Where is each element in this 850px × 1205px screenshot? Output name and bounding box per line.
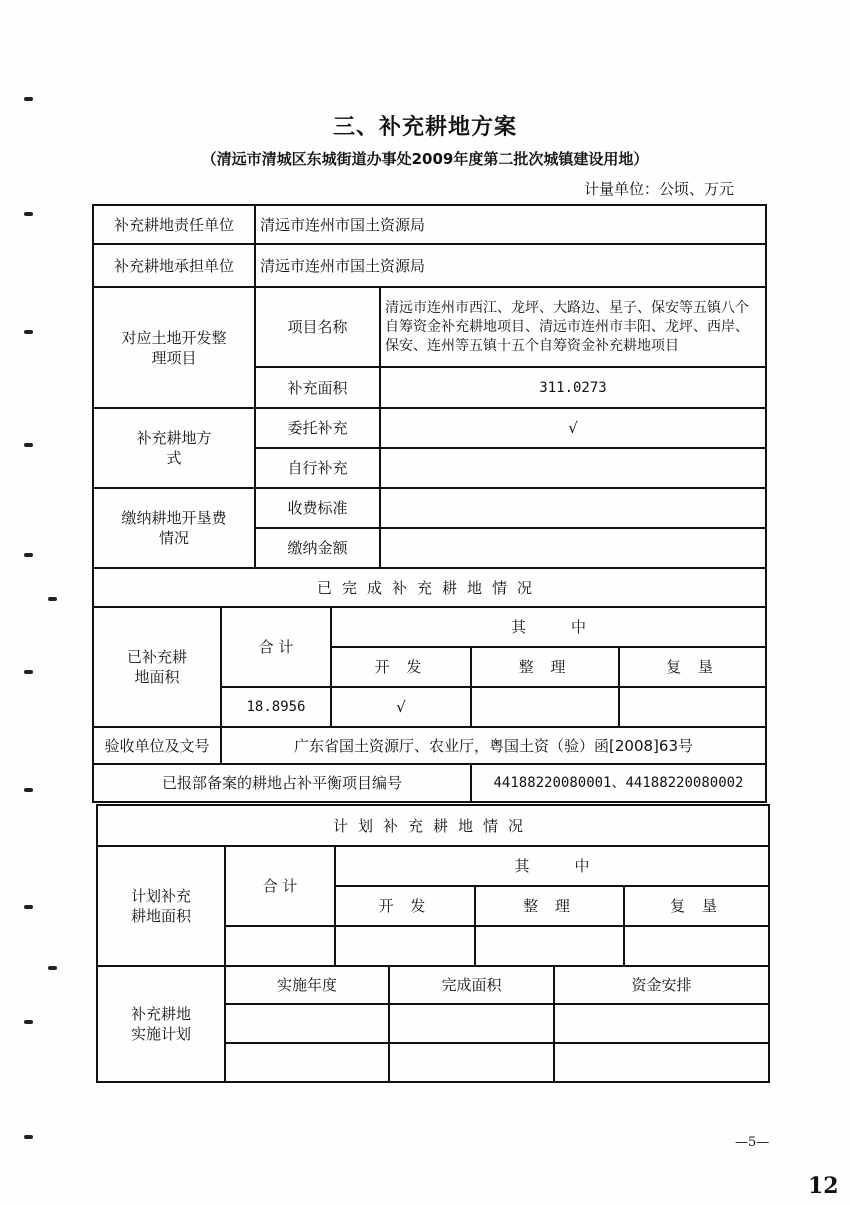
planned-total-label: 合 计 xyxy=(225,846,335,926)
fee-standard-label: 收费标准 xyxy=(255,488,380,528)
fee-group-label: 缴纳耕地开垦费情况 xyxy=(93,488,255,568)
binding-mark xyxy=(24,212,33,216)
binding-mark xyxy=(24,553,33,557)
binding-mark xyxy=(24,905,33,909)
fee-amount-value xyxy=(380,528,766,568)
self-supply-value xyxy=(380,448,766,488)
entrusted-label: 委托补充 xyxy=(255,408,380,448)
binding-mark xyxy=(24,330,33,334)
implementation-plan-label: 补充耕地实施计划 xyxy=(97,966,225,1082)
page-number: —5— xyxy=(735,1135,770,1150)
impl-fund-header: 资金安排 xyxy=(554,966,769,1004)
basic-info-table xyxy=(92,204,767,569)
binding-mark xyxy=(24,1135,33,1139)
planned-total-value xyxy=(225,926,335,966)
completed-arrange-label: 整 理 xyxy=(471,647,619,687)
page-subtitle: （清远市清城区东城街道办事处2009年度第二批次城镇建设用地） xyxy=(201,150,649,168)
planned-reclaim-value xyxy=(624,926,769,966)
stamp-number: 12 xyxy=(808,1173,839,1199)
project-group-label: 对应土地开发整理项目 xyxy=(93,287,255,408)
fee-amount-label: 缴纳金额 xyxy=(255,528,380,568)
fee-standard-value xyxy=(380,488,766,528)
binding-mark xyxy=(48,966,57,970)
planned-among-label: 其 中 xyxy=(335,846,769,886)
impl-year-header: 实施年度 xyxy=(225,966,389,1004)
impl-area-cell xyxy=(389,1004,554,1043)
planned-reclaim-label: 复 垦 xyxy=(624,886,769,926)
planned-dev-label: 开 发 xyxy=(335,886,475,926)
planned-section-title: 计划补充耕地情况 xyxy=(97,805,769,846)
completed-table xyxy=(92,567,767,803)
page-title: 三、补充耕地方案 xyxy=(332,115,517,140)
impl-area-header: 完成面积 xyxy=(389,966,554,1004)
completed-total-value: 18.8956 xyxy=(221,687,331,727)
record-number-label: 已报部备案的耕地占补平衡项目编号 xyxy=(93,764,471,802)
binding-mark xyxy=(24,97,33,101)
completed-total-label: 合 计 xyxy=(221,607,331,687)
project-name-value: 清远市连州市西江、龙坪、大路边、星子、保安等五镇八个自筹资金补充耕地项目、清远市连州市丰阳、龙坪、西岸、保安、连州等五镇十五个自筹资金补充耕地项目 xyxy=(380,287,766,367)
self-supply-label: 自行补充 xyxy=(255,448,380,488)
project-name-label: 项目名称 xyxy=(255,287,380,367)
responsible-unit-value: 清远市连州市国土资源局 xyxy=(255,205,766,244)
area-label: 补充面积 xyxy=(255,367,380,408)
completed-dev-checkmark: √ xyxy=(331,687,471,727)
planned-arrange-value xyxy=(475,926,624,966)
impl-year-cell xyxy=(225,1043,389,1082)
binding-mark xyxy=(24,670,33,674)
record-number-value: 44188220080001、44188220080002 xyxy=(471,764,766,802)
entrusted-checkmark: √ xyxy=(380,408,766,448)
completed-reclaim-label: 复 垦 xyxy=(619,647,766,687)
completed-section-title: 已完成补充耕地情况 xyxy=(93,568,766,607)
planned-area-label: 计划补充耕地面积 xyxy=(97,846,225,966)
undertaking-unit-label: 补充耕地承担单位 xyxy=(93,244,255,287)
acceptance-value: 广东省国土资源厅、农业厅，粤国土资（验）函[2008]63号 xyxy=(221,727,766,764)
binding-mark xyxy=(24,788,33,792)
planned-arrange-label: 整 理 xyxy=(475,886,624,926)
impl-year-cell xyxy=(225,1004,389,1043)
binding-mark xyxy=(48,597,57,601)
measurement-unit: 计量单位：公顷、万元 xyxy=(583,180,734,198)
completed-reclaim-value xyxy=(619,687,766,727)
acceptance-label: 验收单位及文号 xyxy=(93,727,221,764)
impl-area-cell xyxy=(389,1043,554,1082)
method-group-label: 补充耕地方式 xyxy=(93,408,255,488)
binding-mark xyxy=(24,1020,33,1024)
impl-fund-cell xyxy=(554,1043,769,1082)
responsible-unit-label: 补充耕地责任单位 xyxy=(93,205,255,244)
completed-among-label: 其 中 xyxy=(331,607,766,647)
planned-dev-value xyxy=(335,926,475,966)
completed-dev-label: 开 发 xyxy=(331,647,471,687)
binding-mark xyxy=(24,443,33,447)
completed-area-label: 已补充耕地面积 xyxy=(93,607,221,727)
planned-table xyxy=(96,804,770,1083)
impl-fund-cell xyxy=(554,1004,769,1043)
area-value: 311.0273 xyxy=(380,367,766,408)
completed-arrange-value xyxy=(471,687,619,727)
undertaking-unit-value: 清远市连州市国土资源局 xyxy=(255,244,766,287)
